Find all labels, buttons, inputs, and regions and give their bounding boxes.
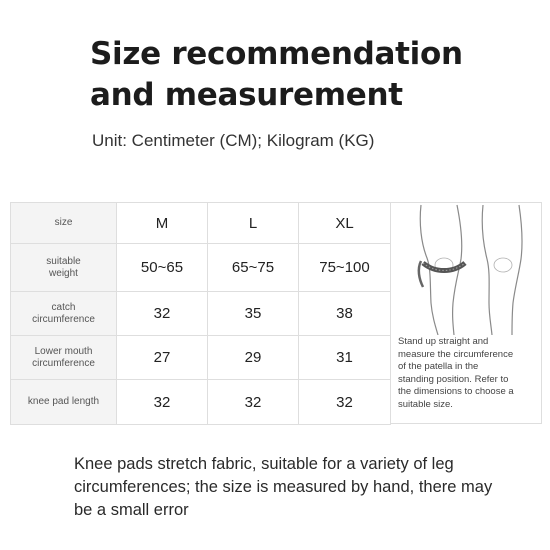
footer-line: Knee pads stretch fabric, suitable for a variety of leg <box>74 455 454 473</box>
table-cell: 32 <box>117 380 208 425</box>
size-header-row <box>11 203 391 244</box>
note-line: standing position. Refer to <box>398 373 509 385</box>
note-line: suitable size. <box>398 398 453 410</box>
row-label-line: circumference <box>32 357 95 369</box>
row-label-knee-pad-length <box>11 380 117 425</box>
table-cell: 31 <box>299 336 391 380</box>
size-table <box>10 202 391 425</box>
row-label-lower-mouth-circumference <box>11 336 117 380</box>
size-m-header: M <box>117 203 208 244</box>
footer-line: circumferences; the size is measured by hand, there may <box>74 478 493 496</box>
table-cell: 32 <box>208 380 299 425</box>
table-row <box>11 244 391 292</box>
row-label-catch-circumference <box>11 292 117 336</box>
table-cell: 75~100 <box>299 244 391 292</box>
title-line-2: and measurement <box>90 77 403 113</box>
table-cell: 38 <box>299 292 391 336</box>
note-line: the dimensions to choose a <box>398 386 514 398</box>
measurement-instruction <box>398 336 540 412</box>
note-line: of the patella in the <box>398 361 479 373</box>
note-line: Stand up straight and <box>398 336 489 347</box>
note-line: measure the circumference <box>398 348 514 360</box>
page-title <box>90 34 530 116</box>
unit-text: Unit: Centimeter (CM); Kilogram (KG) <box>92 131 375 150</box>
measurement-illustration-panel <box>390 202 542 424</box>
table-cell: 32 <box>299 380 391 425</box>
row-label-line: circumference <box>32 313 95 325</box>
table-cell: 65~75 <box>208 244 299 292</box>
size-xl-header: XL <box>299 203 391 244</box>
size-header-label: size <box>11 203 117 244</box>
row-label-suitable-weight <box>11 244 117 292</box>
knee-measurement-illustration-icon <box>391 203 543 335</box>
table-row <box>11 380 391 425</box>
row-label-line: knee pad length <box>27 396 100 407</box>
table-row <box>11 336 391 380</box>
table-cell: 35 <box>208 292 299 336</box>
row-label-line: Lower mouth <box>34 345 93 357</box>
table-cell: 29 <box>208 336 299 380</box>
title-line-1: Size recommendation <box>90 36 463 72</box>
table-cell: 50~65 <box>117 244 208 292</box>
row-label-line: weight <box>49 267 78 279</box>
table-cell: 32 <box>117 292 208 336</box>
size-l-header: L <box>208 203 299 244</box>
row-label-line: suitable <box>46 255 81 267</box>
row-label-line: catch <box>51 301 76 313</box>
size-chart <box>10 202 542 424</box>
table-row <box>11 292 391 336</box>
table-cell: 27 <box>117 336 208 380</box>
footer-line: be a small error <box>74 501 189 519</box>
footer-note <box>74 453 544 522</box>
